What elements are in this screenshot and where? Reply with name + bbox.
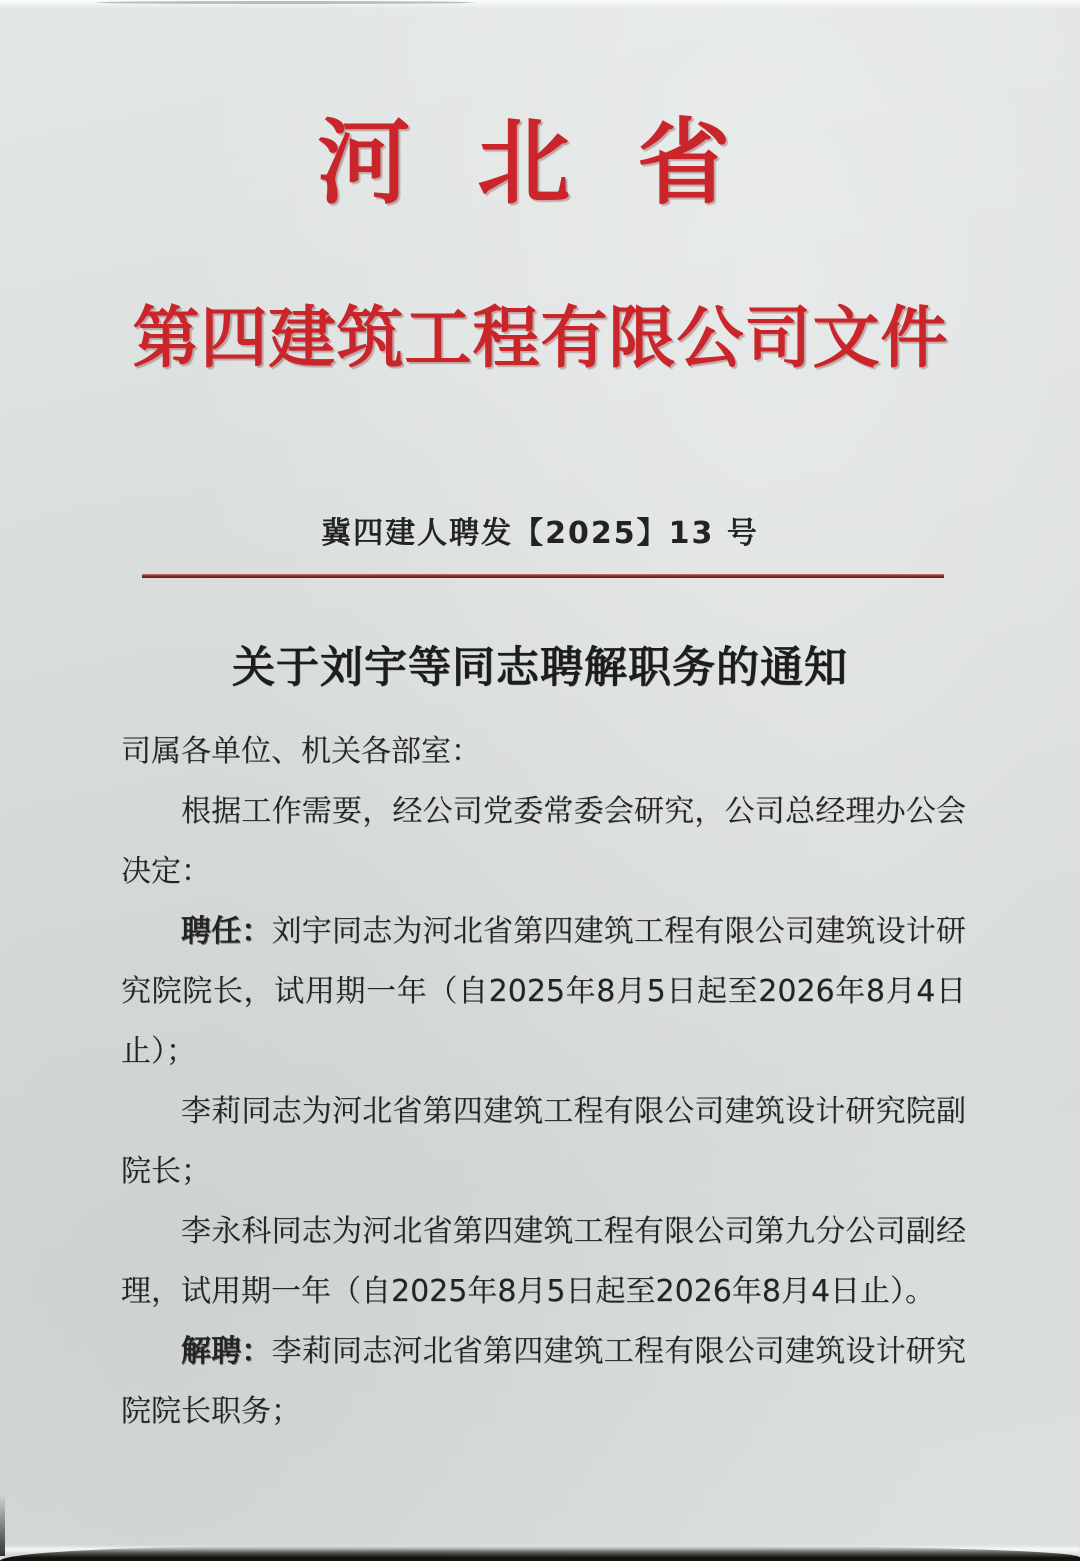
- body-paragraph-decision: [121, 782, 966, 902]
- paper-bottom-edge-shadow: [0, 1546, 1080, 1561]
- document-reference-number: 冀四建人聘发【2025】13 号: [321, 516, 759, 551]
- paragraph-text: 李莉同志为河北省第四建筑工程有限公司建筑设计研究院副院长；: [121, 1094, 966, 1189]
- paragraph-text: 根据工作需要，经公司党委常委会研究，公司总经理办公会决定：: [121, 794, 966, 889]
- letterhead-company-name: 第四建筑工程有限公司文件: [132, 298, 949, 377]
- body-paragraph-appointment-2: [121, 1082, 966, 1202]
- document-body: [121, 722, 966, 1442]
- paragraph-text: 李莉同志河北省第四建筑工程有限公司建筑设计研究院院长职务；: [121, 1334, 967, 1429]
- paragraph-text: 刘宇同志为河北省第四建筑工程有限公司建筑设计研究院院长，试用期一年（自2025年8月5日起至2026年8月4日止）；: [121, 914, 967, 1069]
- salutation-line: 司属各单位、机关各部室：: [121, 734, 481, 769]
- letterhead-province-name: 河北省: [317, 108, 798, 217]
- body-paragraph-dismissal: [121, 1322, 966, 1442]
- body-paragraph-appointment-3: [121, 1202, 966, 1322]
- paper-left-edge-shadow: [0, 1494, 5, 1556]
- paragraph-text: 李永科同志为河北省第四建筑工程有限公司第九分公司副经理，试用期一年（自2025年8月5日起至2026年8月4日止）。: [121, 1214, 966, 1309]
- body-paragraph-appointment-1: [121, 902, 966, 1082]
- appointment-lead-label: 聘任：: [181, 914, 272, 949]
- dismissal-lead-label: 解聘：: [181, 1334, 272, 1369]
- paper-top-edge-shadow: [95, 1, 475, 4]
- red-divider-line: [142, 574, 944, 578]
- document-title: 关于刘宇等同志聘解职务的通知: [232, 643, 848, 693]
